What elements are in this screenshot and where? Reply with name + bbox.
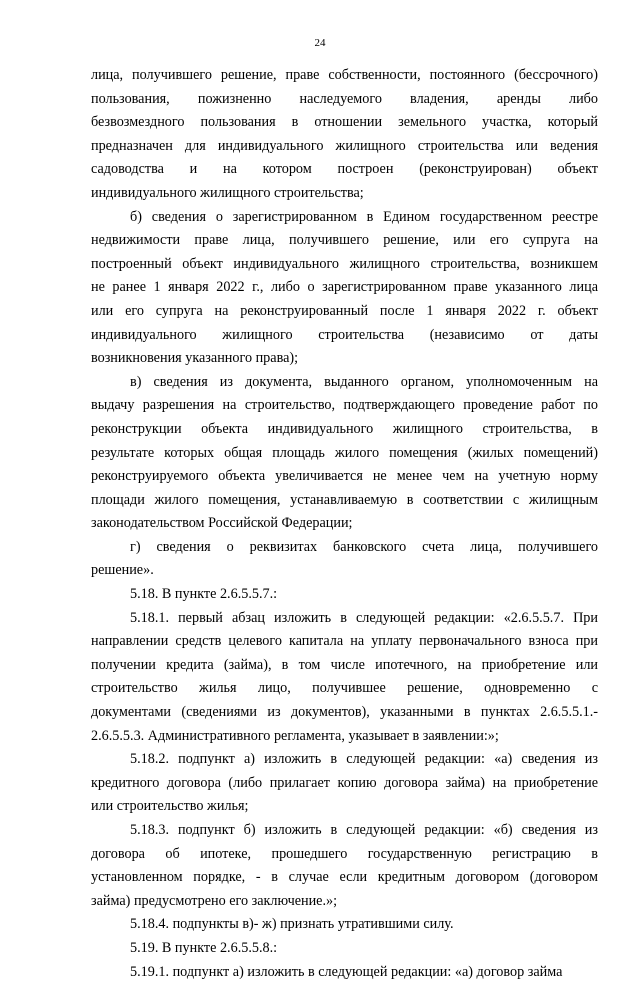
- page-number: 24: [314, 37, 326, 49]
- text-line: садоводства и на котором построен (реконструирован) объект: [91, 161, 598, 178]
- text-line: б) сведения о зарегистрированном в Едином государственном реестре: [130, 208, 598, 225]
- text-line: индивидуального жилищного строительства (независимо от даты: [91, 326, 598, 343]
- text-line: реконструкции объекта индивидуального жилищного строительства, в: [91, 420, 598, 437]
- text-line: пользования, пожизненно наследуемого владения, аренды либо: [91, 90, 598, 107]
- text-line: направлении средств целевого капитала на уплату первоначального взноса при: [91, 633, 598, 650]
- text-line: площади жилого помещения, устанавливаемую в соответствии с жилищным: [91, 491, 598, 508]
- document-body: [91, 64, 598, 984]
- text-line: или его супруга на реконструированный после 1 января 2022 г. объект: [91, 302, 598, 319]
- text-line: 5.18.1. первый абзац изложить в следующей редакции: «2.6.5.5.7. При: [130, 609, 598, 626]
- text-line: реконструируемого объекта увеличивается не менее чем на учетную норму: [91, 468, 598, 485]
- text-line: возникновения указанного права);: [91, 350, 299, 367]
- text-line: индивидуального жилищного строительства;: [91, 184, 364, 201]
- text-line: установленном порядке, - в случае если кредитным договором (договором: [91, 869, 598, 886]
- text-line: займа) предусмотрено его заключение.»;: [91, 892, 338, 909]
- text-line: 2.6.5.5.3. Административного регламента, указывает в заявлении:»;: [91, 727, 499, 744]
- text-line: получении кредита (займа), в том числе ипотечного, на приобретение или: [91, 656, 598, 673]
- text-line: выдачу разрешения на строительство, подтверждающего проведение работ по: [91, 397, 598, 414]
- text-line: 5.18.2. подпункт а) изложить в следующей редакции: «а) сведения из: [130, 751, 598, 768]
- text-line: документами (сведениями из документов), указанными в пунктах 2.6.5.5.1.-: [91, 704, 598, 721]
- text-line: решение».: [91, 562, 154, 579]
- text-line: 5.18.3. подпункт б) изложить в следующей редакции: «б) сведения из: [130, 822, 598, 838]
- text-line: безвозмездного пользования в отношении земельного участка, который: [91, 114, 598, 131]
- text-line: построенный объект индивидуального жилищного строительства, возникшем: [91, 255, 598, 272]
- text-line: 5.19.1. подпункт а) изложить в следующей редакции: «а) договор займа: [130, 963, 563, 980]
- text-line: предназначен для индивидуального жилищного строительства или ведения: [91, 137, 598, 154]
- text-line: 5.19. В пункте 2.6.5.5.8.:: [130, 939, 278, 956]
- text-line: в) сведения из документа, выданного органом, уполномоченным на: [130, 373, 598, 390]
- text-line: кредитного договора (либо прилагает копию договора займа) на приобретение: [91, 774, 598, 791]
- text-line: лица, получившего решение, праве собственности, постоянного (бессрочного): [91, 67, 598, 83]
- text-line: не ранее 1 января 2022 г., либо о зарегистрированном праве указанного лица: [91, 279, 598, 296]
- text-line: результате которых общая площадь жилого помещения (жилых помещений): [91, 444, 598, 461]
- text-line: законодательством Российской Федерации;: [91, 515, 353, 532]
- text-line: недвижимости праве лица, получившего решение, или его супруга на: [91, 232, 598, 249]
- text-line: г) сведения о реквизитах банковского счета лица, получившего: [130, 538, 598, 555]
- text-line: 5.18. В пункте 2.6.5.5.7.:: [130, 586, 278, 603]
- text-line: 5.18.4. подпункты в)- ж) признать утратившими силу.: [130, 916, 454, 933]
- text-line: строительство жилья лицо, получившее решение, одновременно с: [91, 680, 598, 697]
- text-line: или строительство жилья;: [91, 798, 249, 815]
- text-line: договора об ипотеке, прошедшего государственную регистрацию в: [91, 845, 598, 862]
